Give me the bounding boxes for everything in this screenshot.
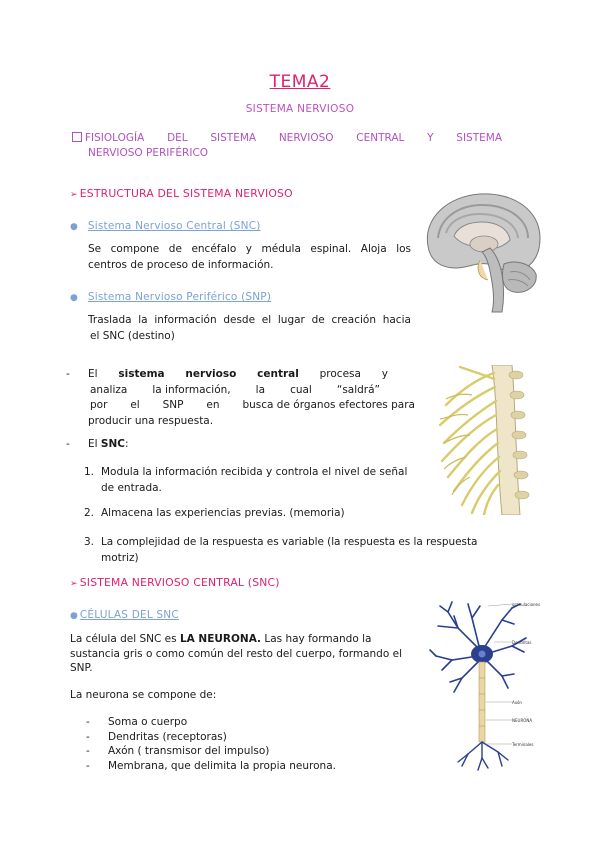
snc-function-3: 3. La complejidad de la respuesta es variable (la respuesta es la respuesta motriz)	[84, 536, 478, 564]
snp-description: Traslada la información desde el lugar de creación hacia el SNC (destino)	[88, 314, 411, 342]
heading-line-2: NERVIOSO PERIFÉRICO	[88, 147, 209, 159]
snp-item	[70, 285, 271, 304]
bullet-dot-icon: ●	[70, 611, 78, 621]
list-item: - Axón ( transmisor del impulso)	[86, 745, 270, 757]
heading-word: SISTEMA	[210, 132, 257, 144]
neuron-illustration	[428, 598, 548, 773]
heading-word: Y	[427, 132, 434, 144]
snc-label: - El SNC:	[66, 438, 129, 450]
heading-word: NERVIOSO	[278, 132, 334, 144]
snp-link[interactable]: Sistema Nervioso Periférico (SNP)	[87, 291, 272, 303]
snc-link[interactable]: Sistema Nervioso Central (SNC)	[87, 220, 261, 232]
bullet-dot-icon: ●	[70, 293, 78, 303]
neuron-label: NEURONA	[512, 718, 533, 723]
neuron-label: Terminales	[512, 742, 534, 747]
arrow-icon: ➢	[70, 579, 78, 589]
section-heading-estructura: ➢ ESTRUCTURA DEL SISTEMA NERVIOSO	[70, 187, 293, 200]
page-title: TEMA2	[269, 72, 331, 92]
section-heading-snc: ➢ SISTEMA NERVIOSO CENTRAL (SNC)	[70, 576, 280, 589]
snc-description: Se compone de encéfalo y médula espinal. Aloja los centros de proceso de información.	[88, 243, 411, 271]
neuron-parts-list	[86, 716, 336, 774]
cells-link[interactable]: CÉLULAS DEL SNC	[79, 609, 179, 621]
snc-item	[70, 214, 261, 233]
neuron-label: Axón	[512, 700, 522, 705]
snc-function-2: 2. Almacena las experiencias previas. (memoria)	[84, 507, 345, 519]
neuron-paragraph: La célula del SNC es LA NEURONA. Las hay formando la sustancia gris o como común del resto del cuerpo, formando el SNP.	[70, 633, 402, 674]
neuron-label: granulaciones	[512, 602, 541, 607]
neuron-label: Dendritas	[512, 640, 532, 645]
snc-function-1: 1. Modula la información recibida y controla el nivel de señal de entrada.	[84, 466, 408, 494]
arrow-icon: ➢	[70, 190, 78, 200]
heading-word: DEL	[167, 132, 188, 144]
cells-item	[70, 603, 179, 622]
heading-word: CENTRAL	[356, 132, 405, 144]
brain-illustration	[418, 188, 548, 313]
page-subtitle: SISTEMA NERVIOSO	[245, 103, 355, 115]
heading-word: SISTEMA	[456, 132, 502, 144]
heading-word: FISIOLOGÍA	[72, 131, 144, 146]
spinal-nerves-illustration	[432, 365, 532, 515]
list-item: - Soma o cuerpo	[86, 716, 188, 728]
bullet-dot-icon: ●	[70, 222, 78, 232]
neuron-composition-intro: La neurona se compone de:	[70, 689, 217, 701]
list-item: - Membrana, que delimita la propia neurona.	[86, 759, 336, 772]
list-item: - Dendritas (receptoras)	[86, 730, 227, 743]
snc-process-paragraph: - El sistema nervioso central procesa y analiza la información, la cual “saldrá” por el SNP en busca de órganos efectores para producir una respuesta.	[66, 368, 415, 427]
checkbox-icon	[72, 132, 82, 142]
topic-heading	[72, 131, 502, 161]
